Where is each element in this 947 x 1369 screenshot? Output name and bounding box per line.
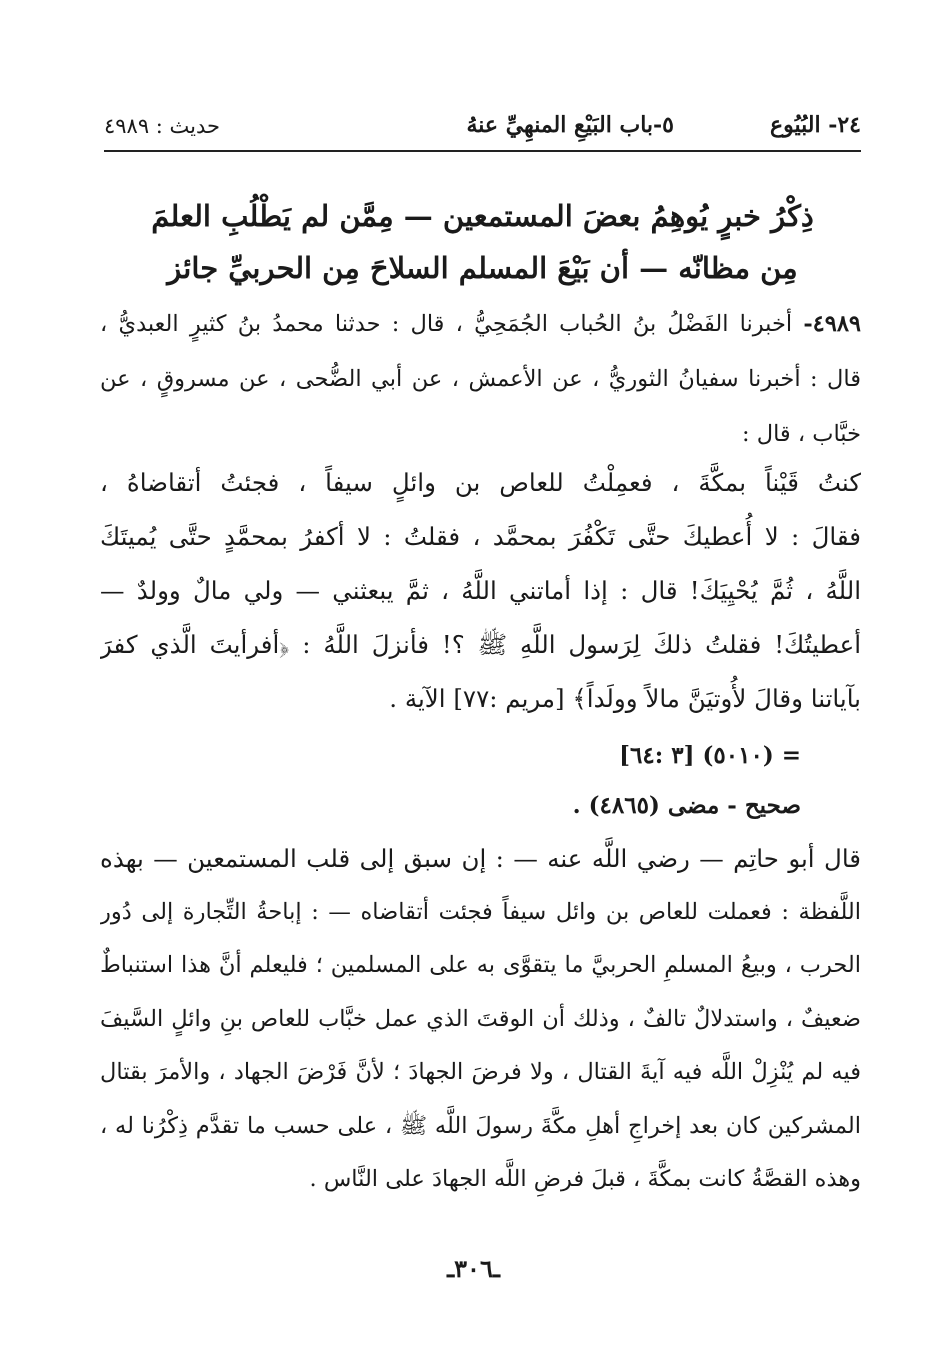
section-heading-line-1: ذِكْرُ خبرٍ يُوهِمُ بعضَ المستمعين — مِمَّن لم يَطْلُبِ العلمَ — [151, 199, 814, 233]
isnad-text: أخبرنا الفَضْلُ بنُ الحُباب الجُمَحِيُّ ، قال : حدثنا محمدُ بنُ كثيرٍ العبديُّ ، — [100, 311, 804, 337]
section-heading-line-2: مِن مظانّه — أن بَيْعَ المسلم السلاحَ مِن الحربيِّ جائز — [167, 251, 798, 285]
commentary-line: قال أبو حاتِم — رضي اللَّه عنه — : إن سبق إلى قلب المستمعين — بهذه — [100, 844, 861, 873]
hadith-number: ٤٩٨٩- — [803, 311, 861, 337]
authenticity-grading: صحيح - مضى (٤٨٦٥) . — [572, 792, 801, 819]
cross-reference: = (٥٠١٠) [٣ :٦٤] — [619, 742, 801, 769]
matn-line: أعطيتُكَ! فقلتُ ذلكَ لِرَسول اللَّهِ ﷺ ؟! فأنزلَ اللَّهُ : ﴿أفرأيتَ الَّذي كفرَ — [100, 630, 861, 659]
hadith-number-label: حديث : ٤٩٨٩ — [104, 114, 221, 138]
commentary-paragraph — [100, 832, 861, 1207]
header-divider — [104, 150, 861, 152]
commentary-line: ضعيفٌ ، واستدلالٌ تالفٌ ، وذلك أن الوقتَ الذي عمل خبَّاب للعاص بنِ وائلٍ السَّيفَ — [100, 1005, 861, 1032]
isnad-line: قال : أخبرنا سفيانُ الثوريُّ ، عن الأعمش ، عن أبي الضُّحى ، عن مسروقٍ ، عن — [100, 366, 861, 392]
page-number: ـ٣٠٦ـ — [447, 1254, 500, 1283]
matn-line: كنتُ قَيْناً بمكَّةَ ، فعمِلْتُ للعاص بن وائلٍ سيفاً ، فجئتُ أتقاضاهُ ، — [100, 468, 861, 497]
commentary-line: الحرب ، وبيعُ المسلمِ الحربيَّ ما يتقوَّى به على المسلمين ؛ فليعلم أنَّ هذا استنباطٌ — [100, 952, 861, 978]
matn-line: اللَّهُ ، ثُمَّ يُحْيِيَكَ! قال : إذا أماتني اللَّهُ ، ثمَّ يبعثني — ولي مالٌ وولدٌ — — [100, 576, 861, 605]
commentary-line: وهذه القصَّةُ كانت بمكَّةَ ، قبلَ فرضِ اللَّه الجهادَ على النَّاس . — [309, 1166, 861, 1192]
matn-line: فقالَ : لا أُعطيكَ حتَّى تَكْفُرَ بمحمَّد ، فقلتُ : لا أكفرُ بمحمَّدٍ حتَّى يُميتَكَ — [100, 522, 861, 551]
isnad-paragraph — [100, 297, 861, 462]
hadith-text — [100, 456, 861, 726]
commentary-line: المشركين كان بعد إخراجِ أهلِ مكَّةَ رسولَ اللَّه ﷺ ، على حسب ما تقدَّم ذِكْرُنا له ، — [100, 1112, 861, 1139]
commentary-line: اللَّفظة : فعملت للعاص بن وائل سيفاً فجئت أتقاضاه — : إباحةُ التِّجارة إلى دُور — [100, 898, 861, 925]
running-head — [104, 108, 861, 148]
isnad-line: خبَّاب ، قال : — [742, 421, 861, 447]
matn-line: بآياتنا وقالَ لأُوتيَنَّ مالاً وولَداً﴾ [مريم :٧٧] الآية . — [389, 684, 861, 713]
isnad-line — [100, 297, 861, 352]
chapter-title: ٥-باب البَيْعِ المنهِيِّ عنهُ — [466, 112, 674, 138]
commentary-line: فيه لم يُنْزِلْ اللَّه فيه آيةَ القتال ، ولا فرضَ الجهادَ ؛ لأنَّ فَرْضَ الجهاد ، والأمرَ بقتال — [100, 1059, 861, 1085]
book-title: ٢٤- البُيُوع — [769, 112, 861, 138]
